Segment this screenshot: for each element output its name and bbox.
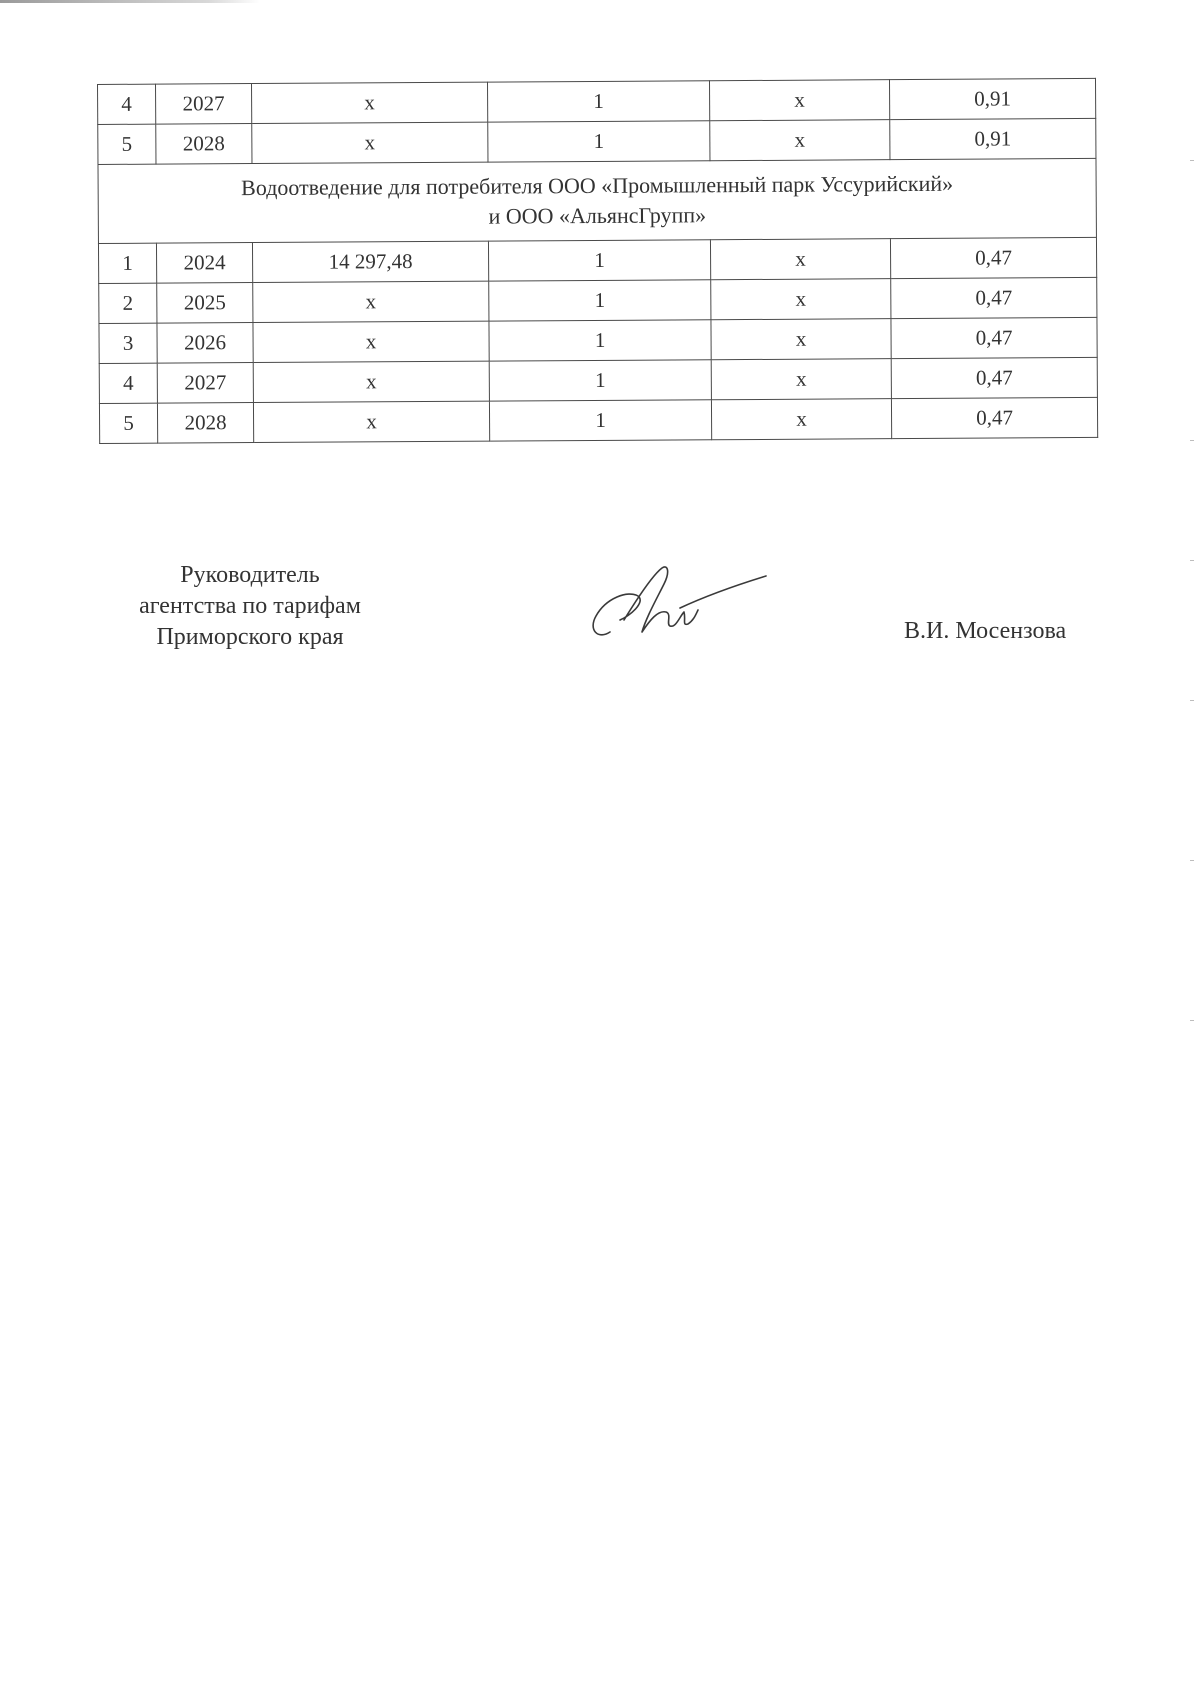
cell-num: 3 bbox=[99, 323, 157, 363]
signer-title-line-1: Руководитель bbox=[180, 562, 320, 588]
cell-base: x bbox=[253, 321, 489, 362]
cell-index: 1 bbox=[488, 240, 710, 281]
cell-year: 2027 bbox=[156, 84, 252, 125]
section-header-cell bbox=[98, 158, 1096, 243]
cell-base: x bbox=[253, 281, 489, 322]
cell-col5: x bbox=[711, 279, 891, 320]
table-row bbox=[98, 237, 1096, 283]
cell-num: 4 bbox=[98, 84, 156, 124]
handwritten-signature-icon bbox=[580, 554, 770, 654]
cell-num: 1 bbox=[98, 243, 156, 283]
cell-col6: 0,47 bbox=[891, 357, 1097, 398]
cell-base: 14 297,48 bbox=[252, 241, 488, 282]
cell-index: 1 bbox=[489, 360, 711, 401]
cell-num: 2 bbox=[99, 283, 157, 323]
table-row bbox=[98, 118, 1096, 164]
cell-num: 5 bbox=[98, 124, 156, 164]
cell-col5: x bbox=[710, 120, 890, 161]
cell-year: 2027 bbox=[157, 363, 253, 404]
signer-title-line-2: агентства по тарифам bbox=[139, 593, 361, 619]
table-row bbox=[98, 78, 1096, 124]
cell-year: 2024 bbox=[156, 243, 252, 284]
cell-index: 1 bbox=[489, 280, 711, 321]
cell-num: 4 bbox=[99, 363, 157, 403]
table-row bbox=[99, 397, 1097, 443]
scan-margin-marks bbox=[1188, 140, 1194, 1040]
cell-year: 2025 bbox=[157, 283, 253, 324]
table-row bbox=[99, 357, 1097, 403]
signer-title bbox=[100, 560, 400, 653]
cell-col6: 0,91 bbox=[890, 118, 1096, 159]
cell-num: 5 bbox=[99, 403, 157, 443]
table-row bbox=[99, 277, 1097, 323]
cell-col5: x bbox=[711, 319, 891, 360]
cell-index: 1 bbox=[489, 320, 711, 361]
cell-col6: 0,47 bbox=[890, 237, 1096, 278]
section-header-line-2: и ООО «АльянсГрупп» bbox=[488, 202, 707, 229]
tariff-table bbox=[97, 78, 1098, 444]
cell-base: x bbox=[253, 361, 489, 402]
cell-base: x bbox=[253, 401, 489, 442]
cell-base: x bbox=[252, 82, 488, 123]
cell-col5: x bbox=[711, 359, 891, 400]
cell-col5: x bbox=[710, 239, 890, 280]
cell-year: 2026 bbox=[157, 323, 253, 364]
signer-name: В.И. Мосензова bbox=[904, 618, 1067, 644]
cell-index: 1 bbox=[487, 81, 709, 122]
tariff-table-wrapper bbox=[97, 78, 1097, 444]
cell-index: 1 bbox=[489, 400, 711, 441]
cell-index: 1 bbox=[488, 121, 710, 162]
cell-col6: 0,47 bbox=[891, 277, 1097, 318]
cell-col6: 0,47 bbox=[891, 317, 1097, 358]
cell-col5: x bbox=[711, 399, 891, 440]
cell-year: 2028 bbox=[157, 403, 253, 444]
table-row bbox=[99, 317, 1097, 363]
signer-title-line-3: Приморского края bbox=[156, 624, 344, 650]
cell-year: 2028 bbox=[156, 124, 252, 165]
cell-col6: 0,47 bbox=[891, 397, 1097, 438]
cell-base: x bbox=[252, 122, 488, 163]
cell-col5: x bbox=[709, 80, 889, 121]
cell-col6: 0,91 bbox=[889, 78, 1095, 119]
section-header-line-1: Водоотведение для потребителя ООО «Промышленный парк Уссурийский» bbox=[241, 170, 954, 201]
signature-block bbox=[0, 560, 1200, 680]
section-header-row bbox=[98, 158, 1096, 243]
